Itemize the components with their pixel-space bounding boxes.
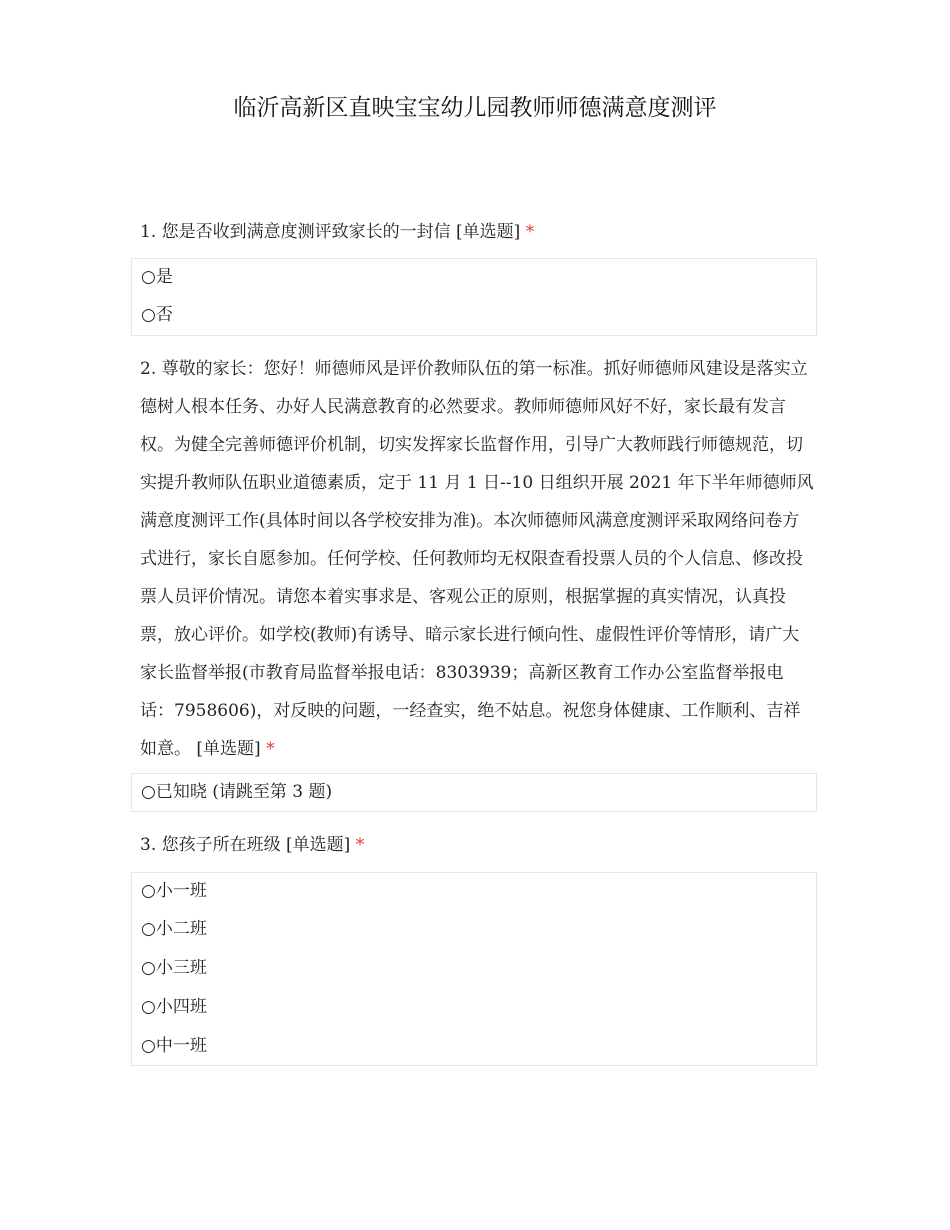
question-1-label: 1. 您是否收到满意度测评致家长的一封信 [单选题] xyxy=(140,222,526,242)
option-class-small-4[interactable]: ○小四班 xyxy=(141,997,207,1017)
option-yes[interactable]: ○是 xyxy=(141,267,173,287)
required-mark: * xyxy=(525,222,535,242)
page-title: 临沂高新区直映宝宝幼儿园教师师德满意度测评 xyxy=(233,95,717,121)
option-class-small-2[interactable]: ○小二班 xyxy=(141,919,207,939)
option-class-middle-1[interactable]: ○中一班 xyxy=(141,1036,207,1056)
required-mark: * xyxy=(355,835,365,855)
option-class-small-1[interactable]: ○小一班 xyxy=(141,881,207,901)
question-2-label: 2. 尊敬的家长：您好！师德师风是评价教师队伍的第一标准。抓好师德师风建设是落实立德树人根本任务、办好人民满意教育的必然要求。教师师德师风好不好，家长最有发言权。为健全完善师德评价机制，切实发挥家长监督作用，引导广大教师践行师德规范，切实提升教师队伍职业道德素质，定于 11 月 1 日--10 日组织开展 2021 年下半年师德师风满意度测评工作(具体时间以各学校安排为准)。本次师德师风满意度测评采取网络问卷方式进行，家长自愿参加。任何学校、任何教师均无权限查看投票人员的个人信息、修改投票人员评价情况。请您本着实事求是、客观公正的原则，根据掌握的真实情况，认真投票，放心评价。如学校(教师)有诱导、暗示家长进行倾向性、虚假性评价等情形，请广大家长监督举报(市教育局监督举报电话：8303939；高新区教育工作办公室监督举报电话：7958606)，对反映的问题，一经查实，绝不姑息。祝您身体健康、工作顺利、吉祥如意。 [单选题] xyxy=(140,359,814,759)
required-mark: * xyxy=(266,739,275,759)
question-3-label: 3. 您孩子所在班级 [单选题] xyxy=(140,835,356,855)
option-no[interactable]: ○否 xyxy=(141,305,173,325)
question-2-options xyxy=(131,773,817,812)
option-class-small-3[interactable]: ○小三班 xyxy=(141,958,207,978)
question-1-options xyxy=(131,258,817,336)
question-1-text xyxy=(140,213,815,251)
question-3-text xyxy=(140,826,815,864)
question-3-options xyxy=(131,872,817,1066)
option-acknowledged[interactable]: ○已知晓 (请跳至第 3 题) xyxy=(141,782,333,802)
question-2-text xyxy=(140,350,815,768)
